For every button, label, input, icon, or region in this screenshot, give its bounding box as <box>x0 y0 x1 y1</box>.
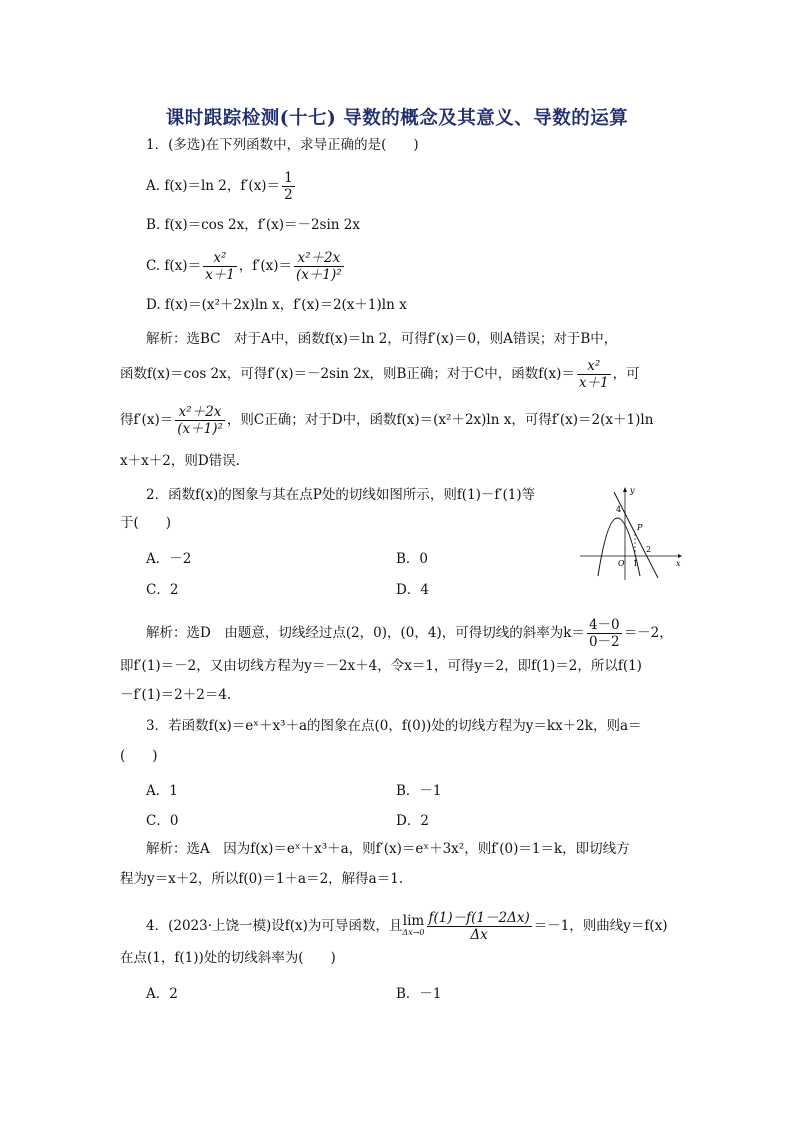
q1-solution-line4: x＋x＋2，则D错误. <box>120 453 240 469</box>
q1-option-c-pre: C. f(x)＝ <box>146 258 202 274</box>
q2-solution-line1-pre: 解析：选D 由题意，切线经过点(2，0)，(0，4)，可得切线的斜率为k＝ <box>146 625 585 641</box>
q1-solution-line3-num: x²＋2x <box>175 404 225 421</box>
q4-limit-sub: Δx→0 <box>402 927 425 937</box>
q2-solution-line3: －f′(1)＝2＋2＝4. <box>120 687 232 703</box>
q2-stem-line1: 2．函数f(x)的图象与其在点P处的切线如图所示，则f(1)－f′(1)等 <box>146 487 536 503</box>
q2-option-b: B．0 <box>396 551 429 567</box>
graph-origin-label: O <box>618 559 625 568</box>
q1-solution-line1: 解析：选BC 对于A中，函数f(x)＝ln 2，可得f′(x)＝0，则A错误；对于B中， <box>146 331 618 347</box>
q1-option-c-mid: ，f′(x)＝ <box>238 258 292 274</box>
q4-stem-pre: 4．(2023·上饶一模)设f(x)为可导函数，且 <box>146 918 403 934</box>
q1-option-c-num1: x² <box>203 250 237 267</box>
q1-option-a-text: A. f(x)＝ln 2，f′(x)＝ <box>146 178 281 194</box>
q1-solution-line2-fraction <box>577 358 611 391</box>
q1-solution-line2-num: x² <box>577 358 611 375</box>
graph-x-label: x <box>676 559 681 568</box>
q1-option-c-den2: (x＋1)² <box>296 267 342 283</box>
q4-fraction-num: f(1)－f(1－2Δx) <box>428 910 530 926</box>
q4-limit <box>402 912 425 939</box>
q4-fraction <box>427 910 532 943</box>
page-title: 课时跟踪检测(十七) 导数的概念及其意义、导数的运算 <box>165 108 629 129</box>
q1-option-a-fraction <box>282 170 295 203</box>
q1-option-c <box>146 250 346 283</box>
q1-stem: 1．(多选)在下列函数中，求导正确的是( ) <box>146 137 419 153</box>
q2-solution-line1 <box>146 617 673 650</box>
q3-option-d: D．2 <box>396 813 429 829</box>
q1-solution-line2-post: ，可 <box>612 366 640 382</box>
q3-solution-line1: 解析：选A 因为f(x)＝eˣ＋x³＋a，则f′(x)＝eˣ＋3x²，则f′(0)＝1＝k，即切线方 <box>146 841 630 857</box>
q1-solution-line3-post: ，则C正确；对于D中，函数f(x)＝(x²＋2x)ln x，可得f′(x)＝2(x＋1)ln <box>226 412 654 428</box>
q2-option-d: D．4 <box>396 582 429 598</box>
q3-stem-line2: ( ) <box>120 748 158 764</box>
q1-solution-line3-den: (x＋1)² <box>177 421 223 437</box>
q2-solution-line1-den: 0－2 <box>588 634 620 650</box>
graph-tick-one: 1 <box>633 559 639 568</box>
q4-option-a: A．2 <box>146 986 178 1002</box>
graph-tick-two: 2 <box>646 545 652 554</box>
graph-y-arrow <box>623 487 627 492</box>
graph-x-arrow <box>678 554 682 558</box>
q1-option-a-den: 2 <box>284 187 293 203</box>
q1-solution-line3-fraction <box>175 404 225 437</box>
q1-option-a-num: 1 <box>284 170 293 186</box>
q1-option-c-num2: x²＋2x <box>294 250 344 267</box>
q2-function-graph <box>578 484 682 580</box>
q2-option-a: A．－2 <box>146 551 192 567</box>
q4-option-b: B．－1 <box>396 986 442 1002</box>
q3-stem-line1: 3．若函数f(x)＝eˣ＋x³＋a的图象在点(0，f(0))处的切线方程为y＝kx＋2k，则a＝ <box>146 718 642 734</box>
q4-stem-line2: 在点(1，f(1))处的切线斜率为( ) <box>120 950 336 966</box>
q1-option-c-fraction1 <box>203 250 237 283</box>
q2-stem-line2: 于( ) <box>120 515 172 531</box>
graph-point-p: P <box>637 523 643 532</box>
q4-stem-line1 <box>146 910 668 943</box>
q3-option-b: B．－1 <box>396 783 442 799</box>
q1-solution-line2-pre: 函数f(x)＝cos 2x，可得f′(x)＝－2sin 2x，则B正确；对于C中，函数f(x)＝ <box>120 366 575 382</box>
q1-option-c-fraction2 <box>294 250 344 283</box>
q4-stem-post: ＝－1，则曲线y＝f(x) <box>533 918 668 934</box>
q2-solution-line1-num: 4－0 <box>588 617 620 633</box>
q1-solution-line3 <box>120 404 653 437</box>
q3-option-c: C．0 <box>146 813 179 829</box>
q1-option-a <box>146 170 297 203</box>
q1-solution-line3-pre: 得f′(x)＝ <box>120 412 174 428</box>
q2-solution-line1-post: ＝－2， <box>623 625 673 641</box>
q3-option-a: A．1 <box>146 783 178 799</box>
graph-tick-four: 4 <box>616 505 622 514</box>
q4-limit-text: lim <box>402 912 425 929</box>
q3-solution-line2: 程为y＝x＋2，所以f(0)＝1＋a＝2，解得a＝1. <box>120 871 404 887</box>
q2-solution-line2: 即f′(1)＝－2，又由切线方程为y＝－2x＋4，令x＝1，可得y＝2，即f(1)＝2，所以f(1) <box>120 658 642 674</box>
q1-option-b: B. f(x)＝cos 2x，f′(x)＝－2sin 2x <box>146 217 360 233</box>
q1-option-c-den1: x＋1 <box>205 267 235 283</box>
q2-solution-line1-fraction <box>587 617 622 650</box>
q4-fraction-den: Δx <box>470 927 488 943</box>
q1-option-d: D. f(x)＝(x²＋2x)ln x，f′(x)＝2(x＋1)ln x <box>146 297 407 313</box>
q1-solution-line2-den: x＋1 <box>578 375 609 391</box>
q1-solution-line2 <box>120 358 640 391</box>
graph-y-label: y <box>630 486 635 495</box>
q2-option-c: C．2 <box>146 582 179 598</box>
